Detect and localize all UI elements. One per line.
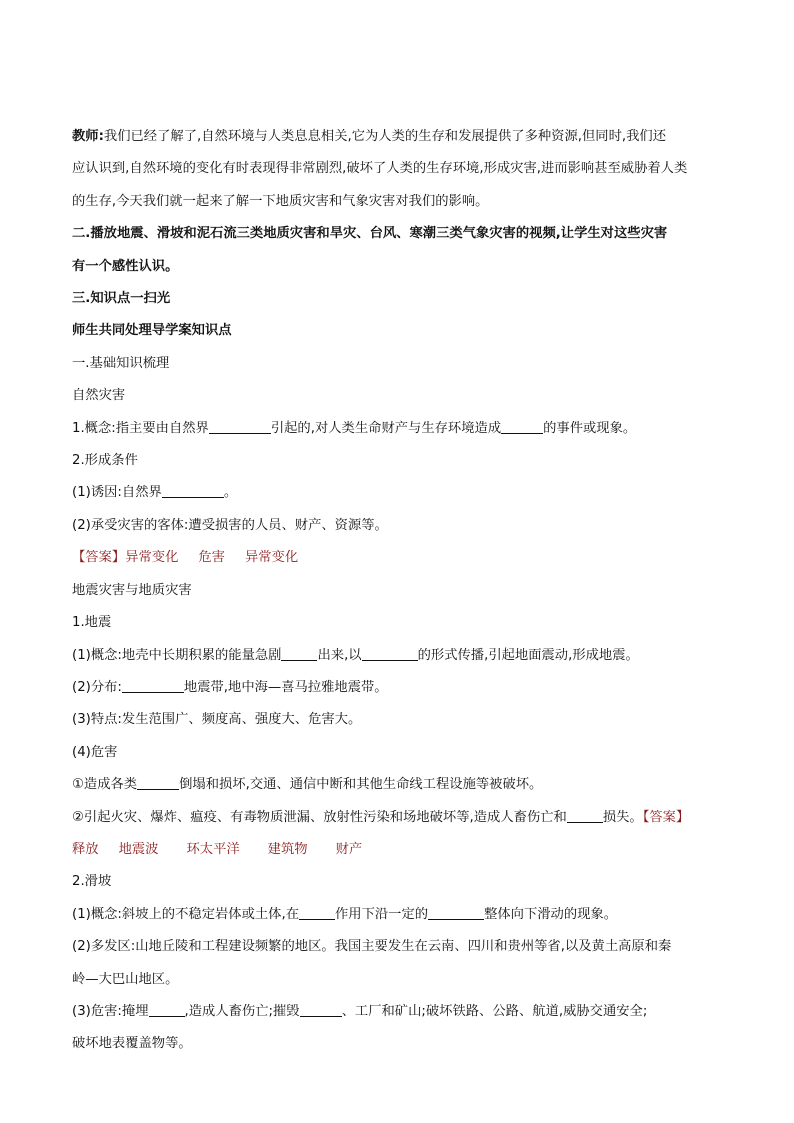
earthquake-harm-2 — [72, 802, 728, 834]
landslide-harm-line-1 — [72, 996, 728, 1028]
eq-harm1-a: ①造成各类 — [72, 777, 138, 793]
earthquake-concept — [72, 640, 728, 672]
eq-harm1-b: 倒塌和损坏,交通、通信中断和其他生命线工程设施等被破坏。 — [179, 777, 543, 793]
section-3-title: 三.知识点一扫光 — [72, 291, 171, 307]
earthquake-section-heading: 地震灾害与地质灾害 — [72, 582, 192, 598]
teacher-text-1: 我们已经了解了,自然环境与人类息息相关,它为人类的生存和发展提供了多种资源,但同时,我们还 — [103, 129, 666, 144]
teacher-label: 教师: — [72, 129, 104, 144]
eq-harm2-b: 损失。 — [602, 809, 643, 825]
ls-concept-c: 整体向下滑动的现象。 — [484, 906, 618, 922]
answer-item: 地震波 — [118, 841, 159, 857]
landslide-subheading: 2.滑坡 — [72, 874, 112, 890]
earthquake-subheading: 1.地震 — [72, 615, 112, 631]
fill-blank — [281, 646, 317, 661]
answer-label: 【答案】 — [72, 550, 126, 566]
eq-concept-a: (1)概念:地壳中长期积累的能量急剧 — [72, 647, 282, 663]
fill-blank — [122, 678, 184, 693]
eq-concept-b: 出来,以 — [317, 647, 362, 663]
cause-text-a: (1)诱因:自然界 — [72, 485, 162, 501]
natural-disaster-answer — [72, 542, 728, 574]
fill-blank — [428, 905, 484, 920]
natural-disaster-heading: 自然灾害 — [72, 388, 126, 404]
fill-blank — [299, 905, 335, 920]
answer-item: 释放 — [72, 841, 99, 857]
ls-harm-b: ,造成人畜伤亡;摧毁 — [184, 1003, 300, 1019]
ls-harm-a: (3)危害:掩埋 — [72, 1003, 149, 1019]
document-page — [72, 121, 728, 1061]
fill-blank — [501, 419, 543, 434]
teacher-paragraph-line-3: 的生存,今天我们就一起来了解一下地质灾害和气象灾害对我们的影响。 — [72, 193, 489, 209]
formation-heading: 2.形成条件 — [72, 453, 138, 469]
teacher-paragraph-line-1 — [72, 121, 728, 153]
earthquake-distribution — [72, 672, 728, 704]
earthquake-harm-heading: (4)危害 — [72, 744, 118, 760]
teacher-paragraph-line-2: 应认识到,自然环境的变化有时表现得非常剧烈,破坏了人类的生存环境,形成灾害,进而影响甚至威胁着人类 — [72, 161, 688, 177]
eq-dist-a: (2)分布: — [72, 679, 122, 695]
cause-text-b: 。 — [223, 485, 238, 501]
formation-object: (2)承受灾害的客体:遭受损害的人员、财产、资源等。 — [72, 517, 388, 533]
formation-cause — [72, 477, 728, 509]
natural-disaster-concept — [72, 413, 728, 445]
ls-concept-a: (1)概念:斜坡上的不稳定岩体或土体,在 — [72, 906, 299, 922]
landslide-concept — [72, 899, 728, 931]
concept-text-b: 引起的,对人类生命财产与生存环境造成 — [270, 420, 502, 436]
earthquake-features: (3)特点:发生范围广、频度高、强度大、危害大。 — [72, 712, 362, 728]
eq-concept-c: 的形式传播,引起地面震动,形成地震。 — [417, 647, 639, 663]
fill-blank — [149, 1002, 185, 1017]
answer-item: 异常变化 — [244, 550, 299, 566]
eq-harm2-a: ②引起火灾、爆炸、瘟疫、有毒物质泄漏、放射性污染和场地破坏等,造成人畜伤亡和 — [72, 809, 567, 825]
earthquake-harm-1 — [72, 769, 728, 801]
fill-blank — [567, 808, 603, 823]
answer-item: 建筑物 — [267, 841, 308, 857]
ls-harm-c: 、工厂和矿山;破坏铁路、公路、航道,威胁交通安全; — [341, 1003, 648, 1019]
fill-blank — [300, 1002, 342, 1017]
answer-item: 财产 — [335, 841, 363, 857]
landslide-area-line-1: (2)多发区:山地丘陵和工程建设频繁的地区。我国主要发生在云南、四川和贵州等省,以及黄土高原和秦 — [72, 939, 672, 955]
answer-item: 危害 — [198, 550, 225, 566]
answer-label: 【答案】 — [642, 809, 690, 825]
answer-item: 环太平洋 — [186, 841, 240, 857]
concept-text-a: 1.概念:指主要由自然界 — [72, 420, 209, 436]
concept-text-c: 的事件或现象。 — [543, 420, 637, 436]
fill-blank — [362, 646, 418, 661]
fill-blank — [137, 775, 179, 790]
landslide-harm-line-2: 破坏地表覆盖物等。 — [72, 1036, 192, 1052]
answer-item: 异常变化 — [125, 550, 179, 566]
section-3-subtitle: 师生共同处理导学案知识点 — [72, 323, 232, 339]
part-1-heading: 一.基础知识梳理 — [72, 355, 170, 371]
fill-blank — [162, 483, 224, 498]
section-2-line-1: 二.播放地震、滑坡和泥石流三类地质灾害和旱灾、台风、寒潮三类气象灾害的视频,让学生对这些灾害 — [72, 226, 668, 242]
eq-dist-b: 地震带,地中海—喜马拉雅地震带。 — [183, 679, 388, 695]
landslide-area-line-2: 岭—大巴山地区。 — [72, 971, 179, 987]
section-2-line-2: 有一个感性认识。 — [72, 258, 179, 274]
earthquake-answers — [72, 834, 728, 866]
fill-blank — [209, 419, 271, 434]
ls-concept-b: 作用下沿一定的 — [335, 906, 429, 922]
